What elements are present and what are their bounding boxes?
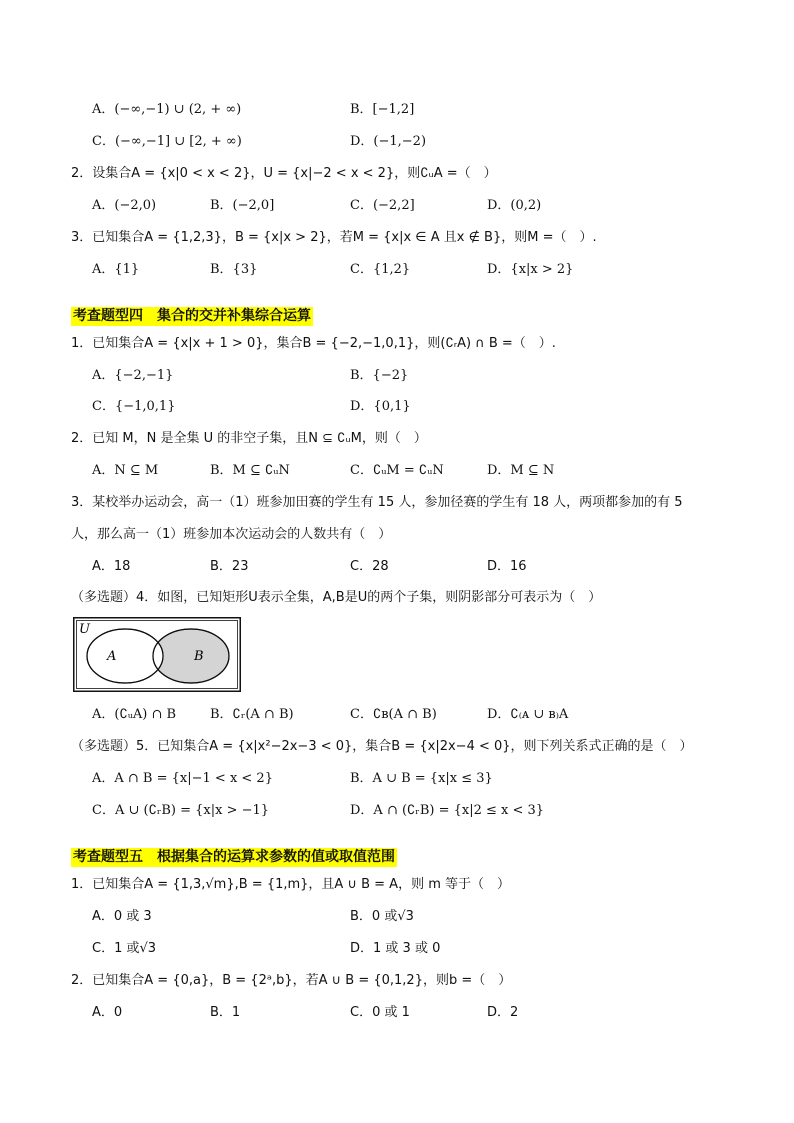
option-d: D．{0,1} <box>350 399 411 414</box>
option-b: B．[−1,2] <box>350 102 415 117</box>
question-stem: 3．某校举办运动会，高一（1）班参加田赛的学生有 15 人，参加径赛的学生有 18 人，两项都参加的有 5 <box>71 495 683 510</box>
question-stem: 1．已知集合A = {1,3,√m},B = {1,m}，且A ∪ B = A，则 m 等于（ ） <box>71 877 511 892</box>
venn-label-u: U <box>79 622 90 637</box>
option-c: C．1 或√3 <box>92 941 157 956</box>
question-stem: 1．已知集合A = {x|x + 1 > 0}，集合B = {−2,−1,0,1}，则(∁ᵣA) ∩ B =（ ）. <box>71 336 556 351</box>
question-stem-cont: 人，那么高一（1）班参加本次运动会的人数共有（ ） <box>71 527 392 542</box>
option-c: C．0 或 1 <box>350 1005 410 1020</box>
option-b: B．23 <box>210 559 249 574</box>
option-a: A．{1} <box>92 262 140 277</box>
option-d: D．A ∩ (∁ᵣB) = {x|2 ≤ x < 3} <box>350 803 545 818</box>
option-a: A．(−2,0) <box>92 198 157 213</box>
option-d: D．16 <box>487 559 527 574</box>
question-stem: 2．设集合A = {x|0 < x < 2}，U = {x|−2 < x < 2}，则∁ᵤA =（ ） <box>71 166 497 181</box>
option-a: A．18 <box>92 559 131 574</box>
question-stem: 2．已知集合A = {0,a}，B = {2ᵃ,b}，若A ∪ B = {0,1,2}，则b =（ ） <box>71 973 512 988</box>
option-a: A．A ∩ B = {x|−1 < x < 2} <box>92 771 273 786</box>
option-b: B．∁ᵣ(A ∩ B) <box>210 707 294 722</box>
section-heading: 考查题型四 集合的交并补集综合运算 <box>73 308 311 324</box>
option-a: A．0 或 3 <box>92 909 152 924</box>
option-c: C．A ∪ (∁ᵣB) = {x|x > −1} <box>92 803 270 818</box>
option-a: A．0 <box>92 1005 123 1020</box>
question-stem: （多选题）4．如图，已知矩形U表示全集，A,B是U的两个子集，则阴影部分可表示为（ ） <box>71 590 602 605</box>
question-stem: 3．已知集合A = {1,2,3}，B = {x|x > 2}，若M = {x|x ∈ A 且x ∉ B}，则M =（ ）. <box>71 230 597 245</box>
option-b: B．A ∪ B = {x|x ≤ 3} <box>350 771 493 786</box>
option-c: C．(−2,2] <box>350 198 415 213</box>
option-d: D．2 <box>487 1005 519 1020</box>
option-c: C．∁ʙ(A ∩ B) <box>350 707 437 722</box>
option-d: D．M ⊆ N <box>487 463 555 478</box>
question-stem: （多选题）5．已知集合A = {x|x²−2x−3 < 0}，集合B = {x|2x−4 < 0}，则下列关系式正确的是（ ） <box>71 739 693 754</box>
option-c: C．{−1,0,1} <box>92 399 176 414</box>
venn-label-b: B <box>194 649 204 664</box>
option-b: B．(−2,0] <box>210 198 275 213</box>
option-d: D．(0,2) <box>487 198 542 213</box>
option-b: B．0 或√3 <box>350 909 414 924</box>
option-d: D．1 或 3 或 0 <box>350 941 441 956</box>
option-c: C．(−∞,−1] ∪ [2, + ∞) <box>92 134 242 149</box>
option-c: C．28 <box>350 559 389 574</box>
option-d: D．{x|x > 2} <box>487 262 574 277</box>
option-a: A．(∁ᵤA) ∩ B <box>92 707 177 722</box>
option-b: B．M ⊆ ∁ᵤN <box>210 463 290 478</box>
section-heading: 考查题型五 根据集合的运算求参数的值或取值范围 <box>73 849 395 865</box>
option-d: D．∁₍ᴀ ∪ ʙ₎A <box>487 707 569 722</box>
option-d: D．(−1,−2) <box>350 134 427 149</box>
venn-diagram <box>73 617 241 692</box>
question-stem: 2．已知 M，N 是全集 U 的非空子集，且N ⊆ ∁ᵤM，则（ ） <box>71 431 427 446</box>
option-b: B．{−2} <box>350 368 409 383</box>
option-a: A．(−∞,−1) ∪ (2, + ∞) <box>92 102 242 117</box>
option-a: A．N ⊆ M <box>92 463 159 478</box>
option-c: C．{1,2} <box>350 262 411 277</box>
venn-label-a: A <box>107 649 117 664</box>
option-b: B．{3} <box>210 262 258 277</box>
option-a: A．{−2,−1} <box>92 368 174 383</box>
option-b: B．1 <box>210 1005 241 1020</box>
option-c: C．∁ᵤM = ∁ᵤN <box>350 463 444 478</box>
